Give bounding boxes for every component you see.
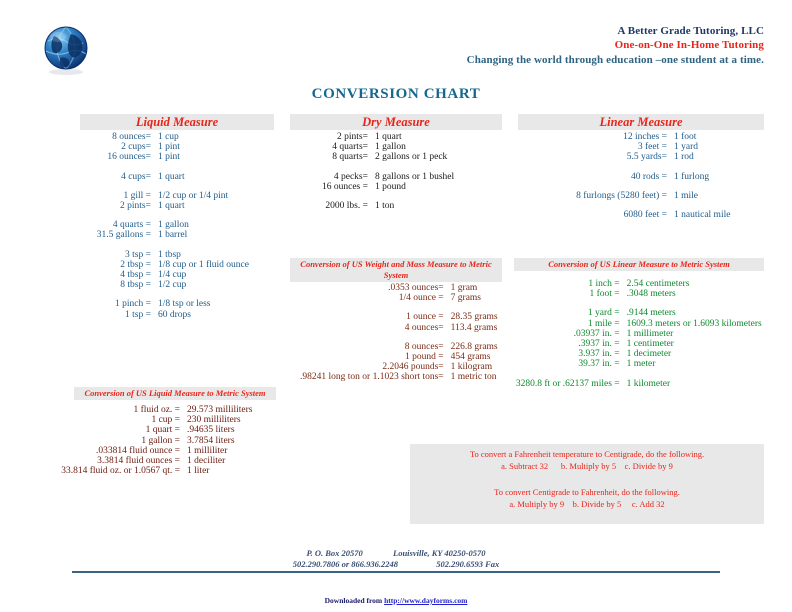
table-body-liquid-metric [16,405,276,476]
conversion-to: 1/4 cup [157,270,187,281]
conversion-to: 3.7854 liters [187,435,235,446]
table-row [16,466,276,476]
f-to-c-heading: To convert a Fahrenheit temperature to Centigrade, do the following. [469,449,705,459]
table-row [290,172,502,182]
conversion-to: 1 tbsp [157,249,181,260]
table-liquid-metric [16,405,276,476]
table-row-spacer [514,370,764,379]
conversion-from: 1 quart = [145,425,181,436]
conversion-from: 1 fluid oz. = [133,405,181,415]
conversion-from: 12 inches = [623,132,667,142]
conversion-to: 1 cup [157,132,179,142]
conversion-to: 1/8 cup or 1 fluid ounce [157,259,249,270]
footer-fax: 502.290.6593 Fax [436,559,500,569]
temperature-conversion-box [410,444,764,524]
table-row [286,362,502,372]
table-row-spacer [80,290,274,299]
table-row-spacer [286,333,502,342]
conversion-from: 2 tbsp = [120,259,151,270]
spacer-cell [514,370,764,379]
table-row-spacer [80,241,274,250]
table-body-linear-metric [514,279,764,389]
table-row [514,349,764,359]
conversion-from: 3 feet = [637,142,667,153]
conversion-from: 1 pinch = [115,299,151,310]
conversion-from: 3.3814 fluid ounces = [97,456,181,467]
spacer-cell [518,182,764,191]
spacer-cell [80,182,274,191]
table-row [518,191,764,201]
table-row [290,132,502,142]
conversion-to: 28.35 grams [450,312,498,323]
table-row [514,319,764,329]
conversion-from: 8 ounces= [404,341,444,352]
table-row-spacer [514,299,764,308]
conversion-from: 1 inch = [588,279,620,289]
conversion-from: 31.5 gallons = [96,230,151,241]
conversion-from: 1 yard = [587,308,620,319]
conversion-from: 2 pints= [120,201,151,212]
conversion-from: 4 cups= [121,171,151,182]
footer-phone: 502.290.7806 or 866.936.2248 [292,559,398,569]
conversion-to: .3048 meters [626,289,676,300]
table-row [16,456,276,466]
spacer-cell [286,333,502,342]
conversion-to: 113.4 grams [450,322,498,333]
conversion-to: 1 barrel [157,230,188,241]
conversion-to: 226.8 grams [450,341,498,352]
conversion-to: 1 deciliter [187,456,226,467]
table-row [80,142,274,152]
table-body-dry [290,132,502,211]
conversion-from: 1 gallon = [141,435,181,446]
conversion-to: 1/2 cup or 1/4 pint [157,190,229,201]
table-row-spacer [518,182,764,191]
table-row [80,191,274,201]
table-row [80,260,274,270]
conversion-from: 4 quarts = [112,220,151,231]
conversion-to: 1 pound [375,181,406,192]
conversion-from: 5.5 yards= [626,152,667,163]
conversion-to: 1 yard [673,142,698,153]
f-to-c-step-c: c. Divide by 9 [624,461,673,471]
conversion-from: 1 foot = [589,289,620,300]
f-to-c-step-b: b. Multiply by 5 [560,461,617,471]
table-row [514,308,764,318]
table-row [80,280,274,290]
table-row [514,329,764,339]
table-row [16,405,276,415]
table-row [286,293,502,303]
conversion-from: 16 ounces= [107,152,151,163]
conversion-to: 1 gallon [375,142,406,153]
table-row [16,436,276,446]
conversion-from: 2 cups= [121,142,151,153]
conversion-to: 1 furlong [673,171,710,182]
conversion-from: 1 ounce = [406,312,444,323]
table-liquid-measure [80,132,274,320]
conversion-to: 1/8 tsp or less [157,299,211,310]
table-row-spacer [290,192,502,201]
c-to-f-steps [410,498,764,510]
conversion-to: 454 grams [450,352,491,363]
conversion-to: 1 liter [187,466,210,477]
table-dry-measure [290,132,502,211]
table-row [514,379,764,389]
conversion-to: 1 millimeter [626,328,674,339]
conversion-to: 1/2 cup [157,280,187,291]
table-row [80,152,274,162]
table-row [518,132,764,142]
download-source-link[interactable]: http://www.dayforms.com [384,596,468,605]
table-row [80,310,274,320]
f-to-c-steps [410,460,764,472]
table-row [16,425,276,435]
letterhead [467,24,764,67]
conversion-from: 33.814 fluid oz. or 1.0567 qt. = [61,466,181,477]
download-credit [0,596,792,605]
table-row-spacer [80,211,274,220]
conversion-from: 2 pints= [337,132,368,142]
conversion-to: 2.54 centimeters [626,279,690,289]
table-row [80,172,274,182]
table-row [286,352,502,362]
page-title: CONVERSION CHART [311,86,481,102]
conversion-to: 1 pint [157,152,180,163]
c-to-f-heading: To convert Centigrade to Fahrenheit, do the following. [494,487,680,497]
conversion-from: .03937 in. = [573,328,620,339]
footer-po-box: P. O. Box 20570 [306,548,363,558]
conversion-to: 1 milliliter [187,445,228,456]
conversion-from: 8 ounces= [112,132,151,142]
table-linear-measure [518,132,764,220]
table-row [80,299,274,309]
table-linear-metric [514,279,764,389]
spacer-cell [80,290,274,299]
c-to-f-step-b: b. Divide by 5 [572,499,622,509]
table-row-spacer [518,201,764,210]
conversion-from: 1 mile = [587,318,620,329]
spacer-cell [80,211,274,220]
conversion-from: .033814 fluid ounce = [96,445,181,456]
table-row [16,446,276,456]
c-to-f-step-a: a. Multiply by 9 [509,499,565,509]
conversion-to: 1 decimeter [626,349,672,360]
globe-icon [38,22,94,78]
conversion-from: 6080 feet = [623,210,667,221]
spacer-cell [518,201,764,210]
conversion-to: 1 kilogram [450,362,493,373]
conversion-from: 1 tsp = [125,309,151,320]
conversion-to: 1 gallon [157,220,189,231]
table-weight-metric [286,283,502,383]
table-row-spacer [80,182,274,191]
conversion-from: 16 ounces = [322,181,368,192]
conversion-to: 29.573 milliliters [187,405,253,415]
table-row [290,182,502,192]
conversion-from: .0353 ounces= [388,283,444,293]
footer-contact [0,548,792,570]
table-row [286,342,502,352]
table-row [518,142,764,152]
table-row [80,230,274,240]
company-slogan: Changing the world through education –one student at a time. [466,54,764,67]
table-row [80,250,274,260]
conversion-from: 2.2046 pounds= [382,362,444,373]
section-heading-liquid-measure: Liquid Measure [80,114,274,130]
conversion-from: 39.37 in. = [578,359,620,370]
table-row [518,210,764,220]
table-body-linear [518,132,764,220]
table-row [286,372,502,382]
conversion-from: 3 tsp = [125,249,151,260]
table-row [514,289,764,299]
conversion-to: 1 quart [157,201,185,212]
conversion-from: .3937 in. = [578,339,620,350]
table-row [514,359,764,369]
section-heading-linear-measure: Linear Measure [518,114,764,130]
table-row-spacer [518,163,764,172]
table-row [514,279,764,289]
spacer-cell [518,163,764,172]
section-heading-dry-measure: Dry Measure [290,114,502,130]
conversion-to: 1 quart [375,132,402,142]
conversion-to: 1 mile [673,190,698,201]
conversion-from: 1/4 ounce = [398,293,444,304]
c-to-f-step-c: c. Add 32 [631,499,665,509]
table-row-spacer [290,163,502,172]
conversion-to: .9144 meters [626,308,676,319]
conversion-from: 8 quarts= [332,152,368,163]
spacer-cell [80,241,274,250]
conversion-from: 1 gill = [123,190,151,201]
footer-address-line [0,548,792,559]
table-row-spacer [286,303,502,312]
conversion-to: 1 metric ton [450,372,497,383]
table-row [290,201,502,211]
conversion-to: 230 milliliters [187,415,241,426]
section-heading-liquid-metric: Conversion of US Liquid Measure to Metric System [74,387,276,400]
footer-divider [72,571,720,573]
conversion-from: 2000 lbs. = [325,201,368,212]
conversion-to: 1 ton [375,201,395,212]
spacer-cell [514,299,764,308]
table-row [80,132,274,142]
table-row [518,172,764,182]
conversion-to: 1 pint [157,142,180,153]
conversion-from: 4 tbsp = [120,270,151,281]
conversion-from: 1 pound = [405,352,444,363]
table-row [286,283,502,293]
spacer-cell [290,192,502,201]
conversion-to: 1 foot [673,132,697,142]
conversion-to: 1609.3 meters or 1.6093 kilometers [626,318,762,329]
conversion-from: 1 cup = [151,415,181,426]
table-row-spacer [80,163,274,172]
conversion-from: 8 tbsp = [120,280,151,291]
conversion-from: 40 rods = [631,171,667,182]
company-name: A Better Grade Tutoring, LLC [617,25,764,37]
table-row [80,270,274,280]
table-row [16,415,276,425]
table-row [286,323,502,333]
conversion-to: 1 nautical mile [673,210,731,221]
spacer-cell [290,163,502,172]
conversion-from: 4 pecks= [333,171,368,182]
conversion-to: 1 meter [626,359,656,370]
conversion-to: 1 centimeter [626,339,674,350]
conversion-to: 1 quart [157,171,185,182]
footer-phone-line [0,559,792,570]
temp-box-spacer [410,472,764,486]
table-row [80,220,274,230]
conversion-to: 1 rod [673,152,694,163]
table-row [290,142,502,152]
conversion-from: 3.937 in. = [578,349,620,360]
section-heading-linear-metric: Conversion of US Linear Measure to Metric System [514,258,764,271]
conversion-from: 3280.8 ft or .62137 miles = [515,378,620,389]
table-row [286,312,502,322]
conversion-to: 1 kilometer [626,378,671,389]
download-prefix: Downloaded from [324,596,385,605]
table-row [514,339,764,349]
table-row [80,201,274,211]
conversion-to: 8 gallons or 1 bushel [375,171,455,182]
table-body-weight-metric [286,283,502,383]
conversion-to: 1 gram [450,283,478,293]
section-heading-weight-metric: Conversion of US Weight and Mass Measure to Metric System [290,258,502,282]
spacer-cell [286,303,502,312]
spacer-cell [80,163,274,172]
conversion-to: 2 gallons or 1 peck [375,152,448,163]
company-tagline: One-on-One In-Home Tutoring [614,39,764,52]
table-row [518,152,764,162]
conversion-to: .94635 liters [187,425,235,436]
f-to-c-step-a: a. Subtract 32 [501,461,549,471]
conversion-from: 4 ounces= [404,322,444,333]
footer-city-state: Louisville, KY 40250-0570 [393,548,486,558]
conversion-to: 60 drops [157,309,191,320]
conversion-from: .98241 long ton or 1.1023 short tons= [300,372,444,383]
conversion-from: 8 furlongs (5280 feet) = [576,190,667,201]
conversion-from: 4 quarts= [332,142,368,153]
conversion-to: 7 grams [450,293,481,304]
table-row [290,152,502,162]
table-body-liquid [80,132,274,320]
